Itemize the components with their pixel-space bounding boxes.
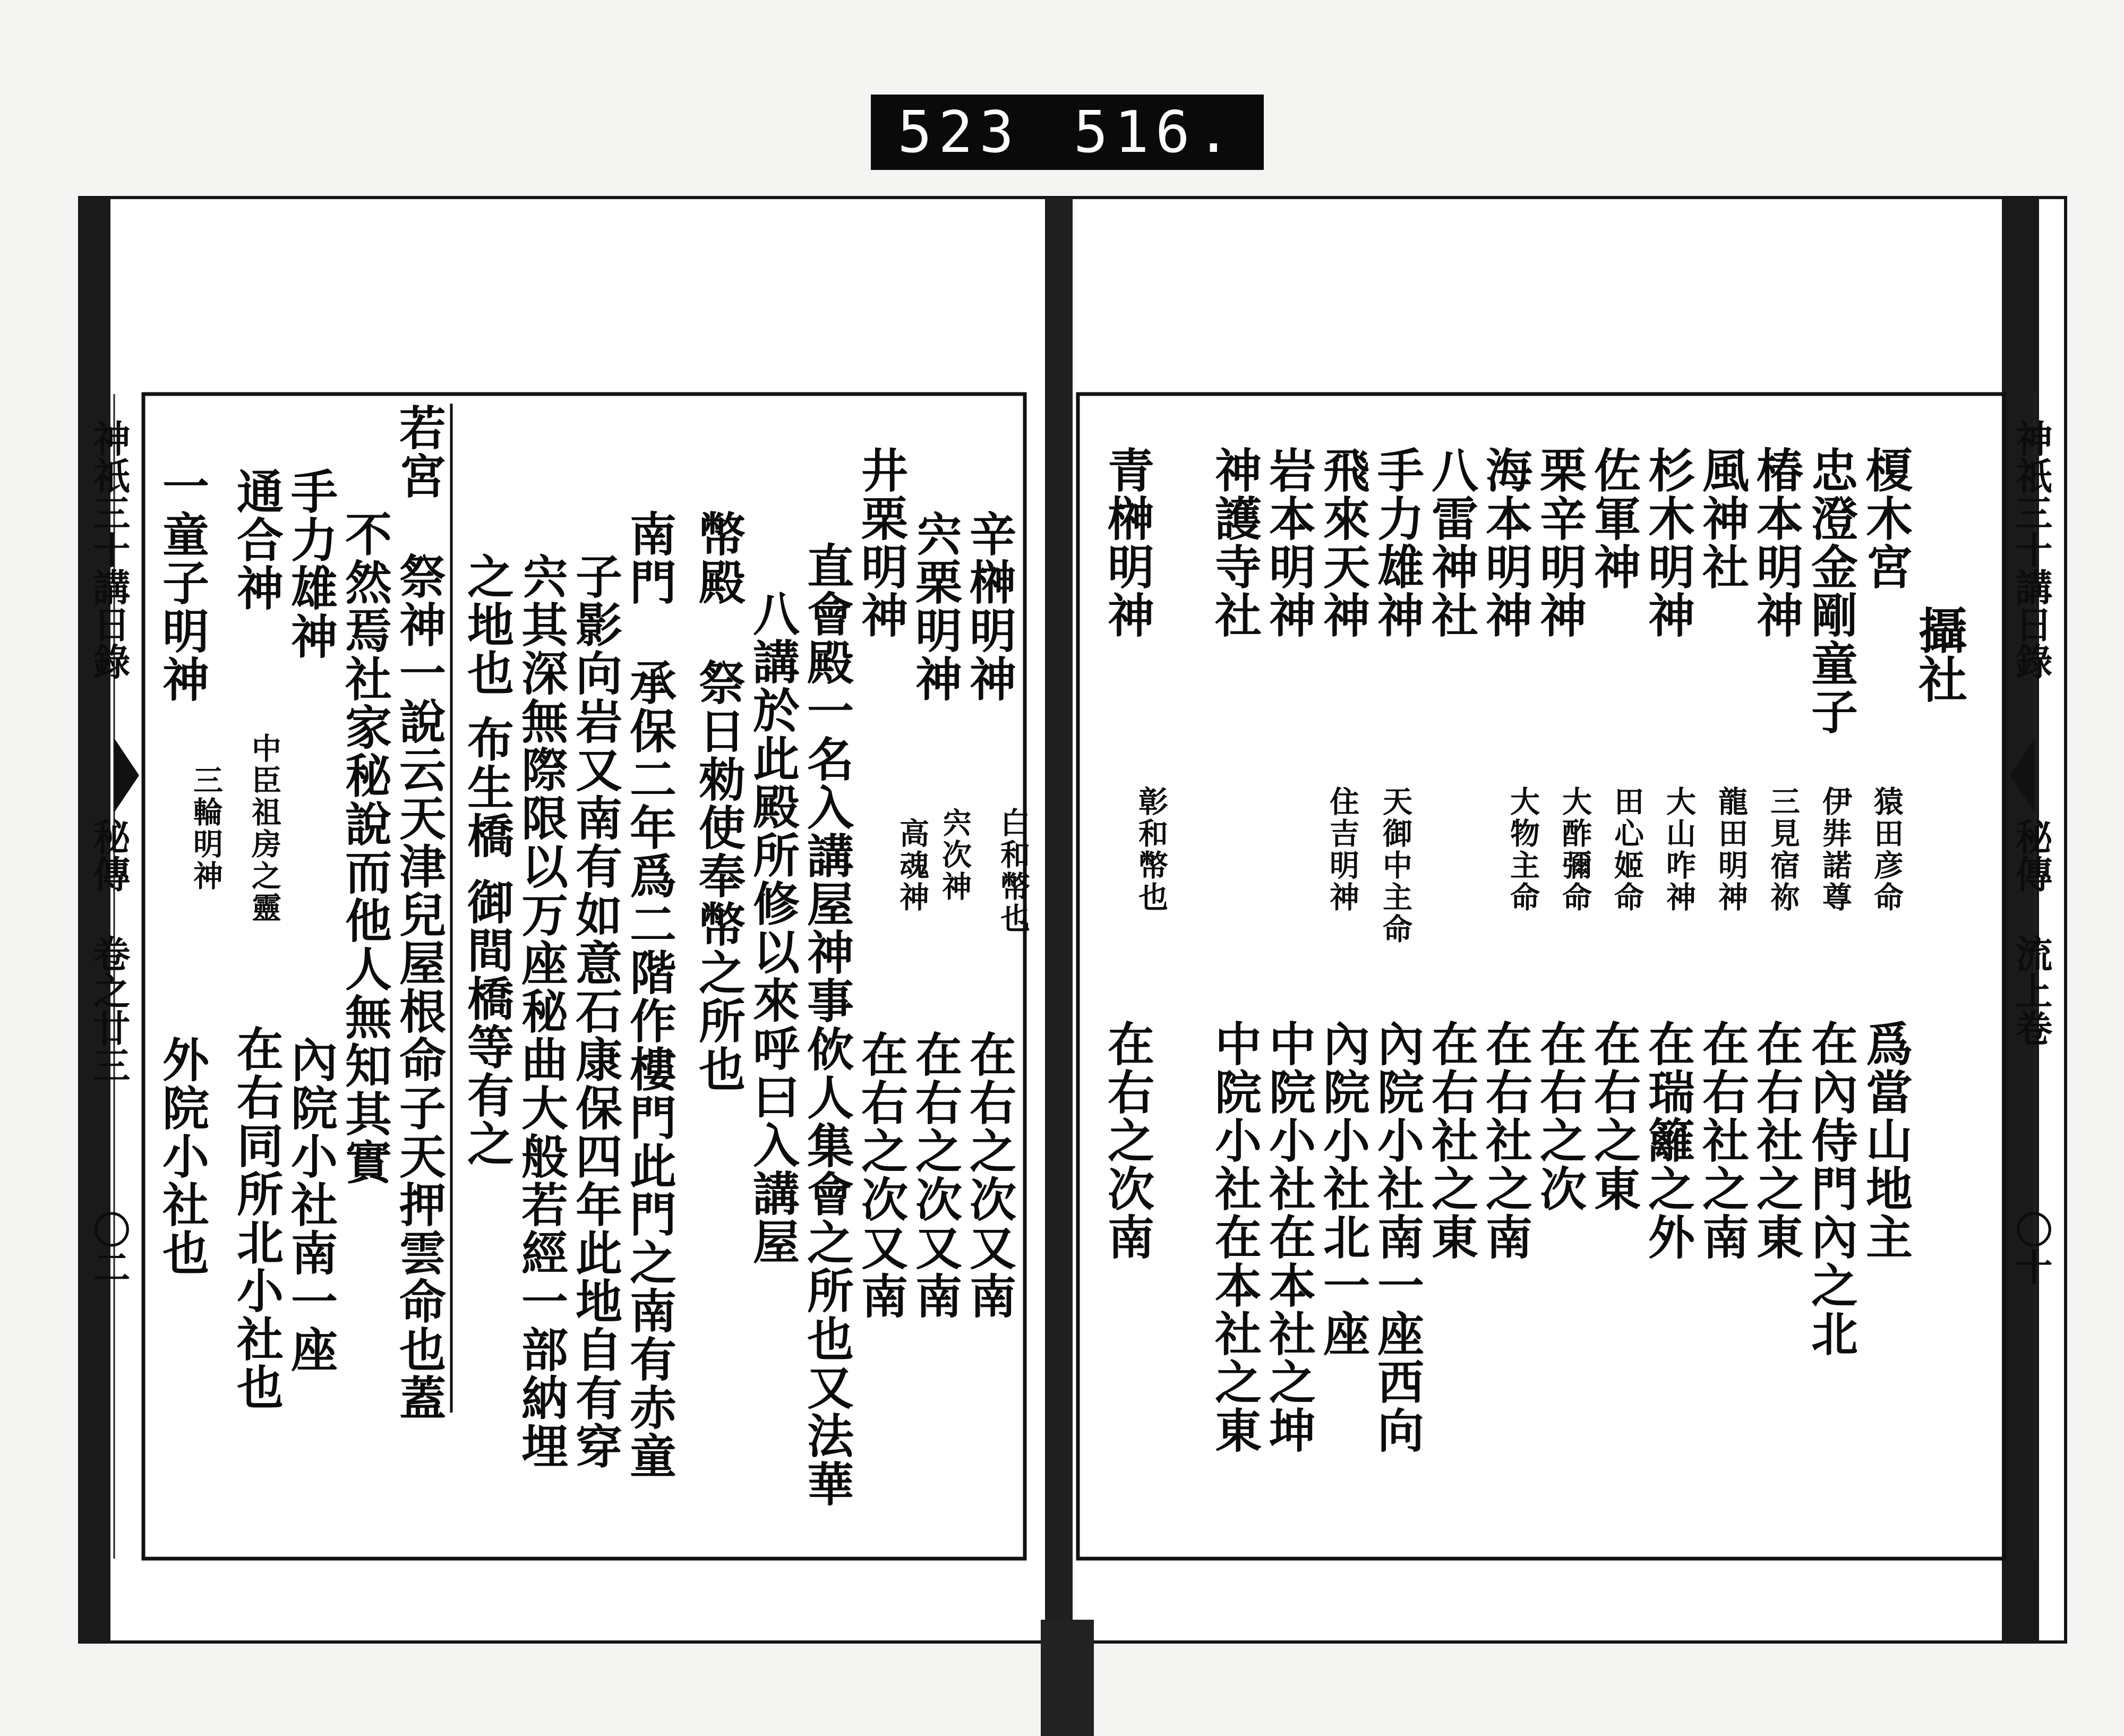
entry-name: 一童子明神 [155,462,210,704]
entry-note: 三輪明神 [189,765,224,892]
entry-location: 承保二年爲二階作樓門此門之南有赤童 [622,659,678,1480]
entry-name: 飛來天神 [1316,446,1371,639]
right-header-section: 秘傳 [2009,818,2053,892]
entry-note: 猿田彦命 [1869,786,1904,913]
entry-note: 大物主命 [1505,786,1540,913]
entry-note: 中臣祖房之靈 [247,733,282,924]
entry-name: 海本明神 [1478,446,1534,639]
entry-name: 八雷神社 [1424,446,1479,639]
entry-name: 手力雄神 [1370,446,1425,639]
entry-location: 內院小社北一座 [1316,1020,1371,1358]
entry-location: 在右之東 [1587,1020,1642,1213]
entry-name: 神護寺社 [1207,446,1263,639]
entry-note: 大酢彌命 [1557,786,1592,913]
text-line: 宍其深無際限以万座秘曲大般若經一部納埋 [514,552,569,1470]
entry-location: 中院小社在本社之坤 [1262,1020,1317,1455]
right-header-page: 〇十 [2009,1211,2053,1285]
right-book-edge [2002,198,2039,1642]
text-line: 之地也 布生橋 御間橋等有之 [460,552,515,1168]
entry-note: 伊弉諾尊 [1818,786,1853,913]
text-line: 子影向岩又南有如意石康保四年此地自有穿 [568,552,623,1470]
entry-location: 在右同所北小社也 [229,1025,285,1412]
text-line: 直會殿一名入講屋神事佽人集會之所也又法華 [800,542,855,1508]
left-book-edge [79,198,110,1642]
entry-location: 在右之次又南 [962,1030,1017,1320]
entry-location: 在右之次又南 [908,1030,963,1320]
entry-note: 彰和幣也 [1134,786,1169,913]
entry-location: 在右社之南 [1695,1020,1750,1261]
entry-name: 手力雄神 [284,467,339,661]
entry-note: 三見宿祢 [1766,786,1801,913]
entry-location: 外院小社也 [155,1036,210,1277]
entry-location: 在右之次 [1532,1020,1588,1213]
entry-name: 若宮 [392,404,447,500]
entry-note: 白和幣也 [996,807,1031,935]
entry-name: 通合神 [229,467,285,612]
entry-name: 井栗明神 [854,446,909,639]
entry-location: 在右社之東 [1749,1020,1804,1261]
gutter-clip [1041,1620,1094,1736]
entry-note: 天御中主命 [1378,786,1413,945]
entry-location: 內院小社南一座 [284,1036,339,1374]
entry-note: 高魂神 [895,818,930,913]
entry-name: 宍栗明神 [908,510,963,703]
entry-location: 中院小社在本社之東 [1207,1020,1263,1455]
entry-location: 在右之次南 [1100,1020,1155,1261]
entry-location: 祭神一說云天津兒屋根命子天押雲命也蓋 [392,552,447,1422]
entry-location: 在右之次又南 [854,1030,909,1320]
right-header-title: 神祇三十講日錄 [2009,420,2053,680]
right-header-volume: 流上卷 [2009,935,2053,1046]
entry-name: 風神社 [1695,446,1750,591]
entry-location: 在右社之東 [1424,1020,1479,1261]
archive-label [871,95,1264,170]
entry-name: 椿本明神 [1749,446,1804,639]
entry-location: 內院小社南一座西向 [1370,1020,1425,1455]
entry-note: 宍次神 [937,807,972,903]
label-number-2: 516. [1073,99,1237,166]
text-line: 八講於此殿所修以來呼曰入講屋 [746,589,801,1266]
label-number-1: 523 [897,99,1021,166]
entry-location: 爲當山地主 [1858,1020,1914,1261]
entry-note: 龍田明神 [1714,786,1749,913]
gutter [1045,198,1073,1679]
left-header-page: 〇二 [87,1211,131,1285]
entry-location: 祭日勑使奉幣之所也 [691,659,747,1093]
entry-note: 大山咋神 [1661,786,1697,913]
entry-name: 青榊明神 [1100,446,1155,639]
entry-note: 住吉明神 [1325,786,1360,913]
left-header-volume: 卷之廿三 [87,935,131,1083]
entry-name: 岩本明神 [1262,446,1317,639]
left-header-title: 神祇三十講日錄 [87,420,131,680]
text-line: 不然焉社家秘說而他人無知其實 [338,510,393,1186]
entry-location: 在瑞籬之外 [1641,1020,1696,1261]
entry-name: 杉木明神 [1641,446,1696,639]
entry-note: 田心姬命 [1609,786,1645,913]
left-header-section: 秘傳 [87,818,131,892]
entry-name: 幣殿 [691,510,747,606]
entry-name: 栗辛明神 [1532,446,1588,639]
entry-name: 佐軍神 [1587,446,1642,591]
entry-name: 忠澄金剛童子 [1804,446,1859,736]
entry-location: 在內侍門內之北 [1804,1020,1859,1358]
entry-name: 榎木宮 [1858,446,1914,591]
entry-name: 辛榊明神 [962,510,1017,703]
entry-location: 在右社之南 [1478,1020,1534,1261]
entry-name: 南門 [622,510,678,606]
section-title: 攝社 [1911,605,1968,703]
